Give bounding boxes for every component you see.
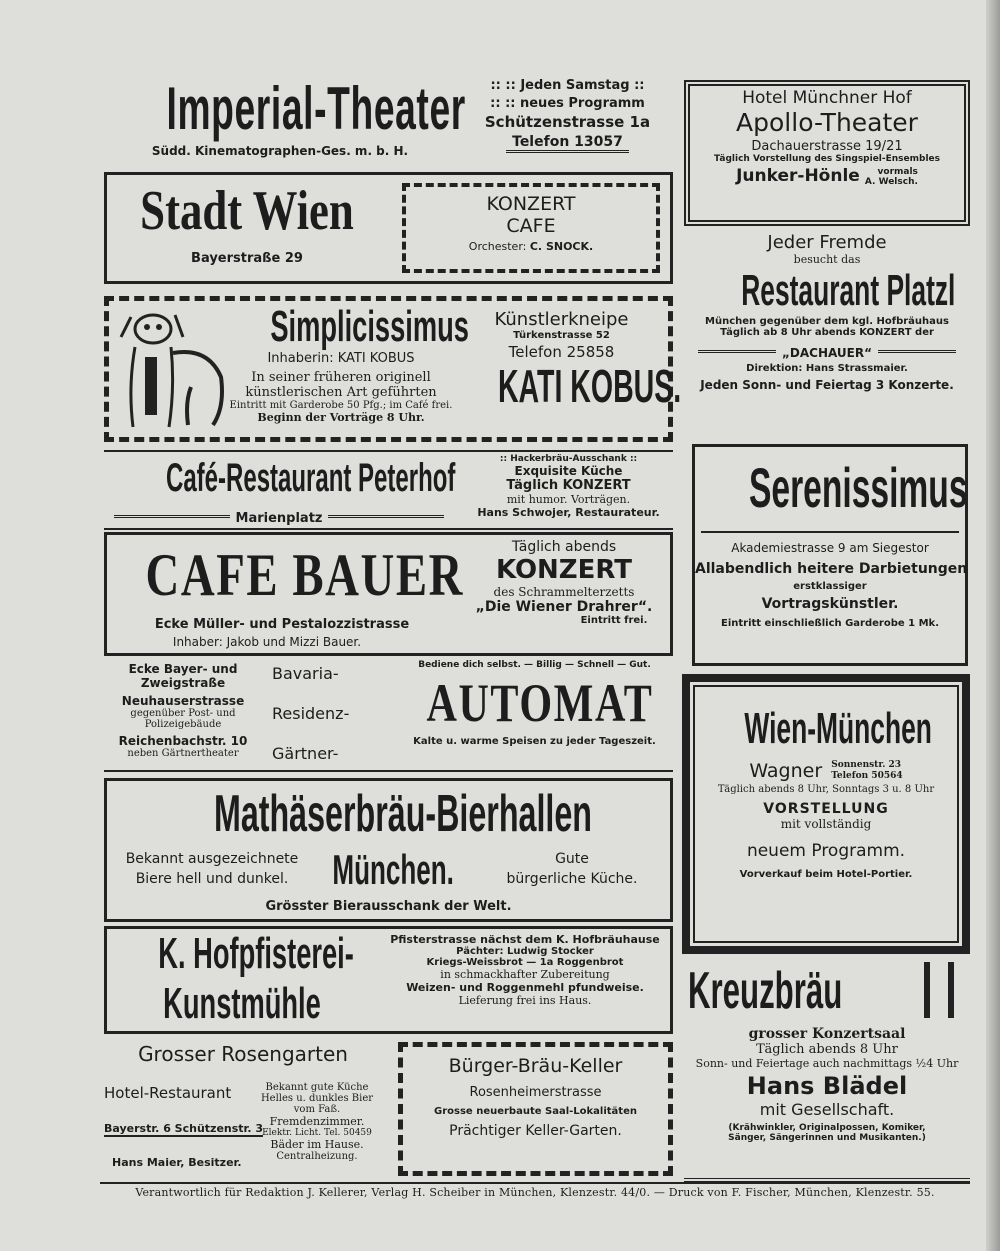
mathaeser-r1: Gute bbox=[555, 851, 589, 867]
buergerbraeu-l2: Grosse neuerbaute Saal-Lokalitäten bbox=[434, 1106, 637, 1117]
automat-a3: Bavaria- bbox=[272, 664, 339, 683]
simplicissimus-street: Türkenstrasse 52 bbox=[513, 330, 610, 341]
simplicissimus-ad bbox=[104, 296, 682, 442]
kreuzbraeu-ad bbox=[684, 960, 970, 1182]
rosengarten-ad bbox=[104, 1040, 382, 1175]
stadt-wien-title: Stadt Wien bbox=[140, 180, 354, 242]
wien-muenchen-l1: Täglich abends 8 Uhr, Sonntags 3 u. 8 Uhr bbox=[717, 784, 935, 795]
kreuzbraeu-l7: Sänger, Sängerinnen und Musikanten.) bbox=[728, 1133, 926, 1143]
apollo-l2: Apollo-Theater bbox=[736, 108, 918, 137]
platzl-title: Restaurant Platzl bbox=[741, 266, 956, 315]
simplicissimus-title: Simplicissimus bbox=[270, 302, 469, 351]
cafe-bauer-line-4: „Die Wiener Drahrer“. bbox=[475, 599, 653, 615]
cafe-bauer-ad bbox=[104, 532, 673, 656]
cafe-bauer-line-1: Täglich abends bbox=[511, 539, 617, 555]
serenissimus-title: Serenissimus bbox=[749, 456, 968, 519]
platzl-l7: Jeden Sonn- und Feiertag 3 Konzerte. bbox=[700, 378, 954, 392]
wien-muenchen-l5: Vorverkauf beim Hotel-Portier. bbox=[739, 869, 913, 880]
peterhof-line-4: mit humor. Vorträgen. bbox=[506, 493, 631, 506]
rosengarten-r6: Bäder im Hause. bbox=[270, 1138, 364, 1151]
hofpfisterei-title-2: Kunstmühle bbox=[163, 979, 321, 1028]
rosengarten-r5: Elektr. Licht. Tel. 50459 bbox=[262, 1128, 372, 1138]
peterhof-place: Marienplatz bbox=[230, 511, 329, 526]
kreuzbraeu-l4: Hans Blädel bbox=[746, 1072, 908, 1100]
rosengarten-r7: Centralheizung. bbox=[276, 1151, 358, 1162]
simplicissimus-line-3: Eintritt mit Garderobe 50 Pfg.; im Café frei. bbox=[229, 400, 453, 411]
page-edge-shadow bbox=[986, 0, 1000, 1251]
rosengarten-r4: Fremdenzimmer. bbox=[269, 1115, 365, 1128]
apollo-l4: Täglich Vorstellung des Singspiel-Ensembles bbox=[713, 154, 941, 164]
hofpfisterei-r6: Lieferung frei ins Haus. bbox=[458, 994, 592, 1007]
serenissimus-l1: Akademiestrasse 9 am Siegestor bbox=[731, 541, 929, 555]
stadt-wien-cafe: CAFE bbox=[506, 215, 556, 237]
mathaeser-bottom: Grösster Bierausschank der Welt. bbox=[265, 899, 512, 914]
kreuzbraeu-l5: mit Gesellschaft. bbox=[759, 1100, 895, 1119]
imperial-line-2: :: :: neues Programm bbox=[490, 96, 645, 111]
stadt-wien-ad bbox=[104, 172, 673, 284]
apollo-l5: Junker-Hönle bbox=[736, 166, 860, 186]
cafe-bauer-konzert: KONZERT bbox=[495, 555, 633, 585]
kreuzbraeu-l1: grosser Konzertsaal bbox=[748, 1026, 906, 1042]
rosengarten-r2: Helles u. dunkles Bier bbox=[260, 1093, 374, 1104]
kreuzbraeu-l6: (Krähwinkler, Originalpossen, Komiker, bbox=[728, 1123, 926, 1133]
automat-c3: Gärtner- bbox=[272, 744, 339, 763]
platzl-l4: Täglich ab 8 Uhr abends KONZERT der bbox=[720, 327, 934, 338]
serenissimus-l4: Vortragskünstler. bbox=[761, 596, 899, 612]
hofpfisterei-r1: Pfisterstrasse nächst dem K. Hofbräuhause bbox=[390, 933, 660, 946]
simplicissimus-kati-kobus: KATI KOBUS. bbox=[497, 360, 682, 412]
bulldog-champagne-icon bbox=[113, 307, 233, 435]
mathaeser-center: München. bbox=[332, 846, 454, 893]
platzl-l5: „DACHAUER“ bbox=[776, 346, 878, 360]
serenissimus-l2: Allabendlich heitere Darbietungen bbox=[695, 561, 968, 577]
peterhof-title: Café-Restaurant Peterhof bbox=[166, 456, 456, 500]
wien-muenchen-l3: mit vollständig bbox=[780, 817, 872, 831]
rosengarten-title: Grosser Rosengarten bbox=[138, 1042, 348, 1066]
stadt-wien-konzert: KONZERT bbox=[486, 193, 576, 215]
mathaeser-r2: bürgerliche Küche. bbox=[506, 871, 638, 887]
stadt-wien-konzert-box bbox=[402, 183, 660, 273]
simplicissimus-kneipe: Künstlerkneipe bbox=[494, 309, 629, 330]
automat-b1: Neuhauserstrasse bbox=[121, 694, 245, 708]
automat-ad bbox=[104, 660, 673, 772]
simplicissimus-line-4: Beginn der Vorträge 8 Uhr. bbox=[257, 411, 425, 424]
imperial-line-1: :: :: Jeden Samstag :: bbox=[490, 78, 645, 93]
platzl-l6: Direktion: Hans Strassmaier. bbox=[746, 363, 908, 374]
cafe-bauer-owner: Inhaber: Jakob und Mizzi Bauer. bbox=[172, 635, 362, 649]
simplicissimus-phone: Telefon 25858 bbox=[508, 343, 615, 361]
automat-bottom: Kalte u. warme Speisen zu jeder Tageszeit. bbox=[413, 736, 656, 747]
automat-c1: Reichenbachstr. 10 bbox=[118, 734, 248, 748]
mathaeser-l2: Biere hell und dunkel. bbox=[135, 871, 289, 887]
wien-muenchen-l4: neuem Programm. bbox=[746, 841, 906, 861]
hofpfisterei-ad bbox=[104, 926, 673, 1034]
kreuzbraeu-l3: Sonn- und Feiertage auch nachmittags ½4 Uhr bbox=[695, 1057, 959, 1070]
automat-c2: neben Gärtnertheater bbox=[127, 748, 239, 759]
imprint-footer: Verantwortlich für Redaktion J. Kellerer, Verlag H. Scheiber in München, Klenzestr. 44/0. — Druck von F. Fischer, München, Klenzestr. 55. bbox=[135, 1186, 935, 1199]
hofpfisterei-r3: Kriegs-Weissbrot — 1a Roggenbrot bbox=[426, 957, 624, 968]
peterhof-ad bbox=[104, 450, 673, 530]
apollo-theater-ad bbox=[684, 80, 970, 226]
wien-muenchen-title: Wien-München bbox=[744, 704, 932, 753]
cafe-bauer-line-3: des Schrammelterzetts bbox=[493, 585, 635, 599]
wien-muenchen-a1: Sonnenstr. 23 bbox=[831, 760, 902, 770]
cafe-bauer-street: Ecke Müller- und Pestalozzistrasse bbox=[154, 617, 410, 632]
imperial-line-3: Schützenstrasse 1a bbox=[484, 113, 651, 131]
peterhof-line-5: Hans Schwojer, Restaurateur. bbox=[477, 506, 660, 519]
mathaeser-title: Mathäserbräu-Bierhallen bbox=[213, 785, 593, 843]
automat-a1: Ecke Bayer- und bbox=[128, 662, 238, 676]
automat-b2: gegenüber Post- und bbox=[130, 708, 236, 719]
kreuzbraeu-title: Kreuzbräu bbox=[688, 962, 843, 1020]
footer-rule bbox=[100, 1182, 970, 1184]
automat-title: AUTOMAT bbox=[426, 673, 654, 733]
cafe-bauer-title: CAFE BAUER bbox=[145, 542, 465, 608]
hofpfisterei-r5: Weizen- und Roggenmehl pfundweise. bbox=[406, 981, 644, 994]
peterhof-line-1: :: Hackerbräu-Ausschank :: bbox=[499, 454, 638, 464]
platzl-l1: Jeder Fremde bbox=[767, 232, 887, 253]
imperial-title: Imperial-Theater bbox=[166, 75, 466, 142]
peterhof-line-2: Exquisite Küche bbox=[514, 464, 623, 478]
buergerbraeu-l3: Prächtiger Keller-Garten. bbox=[449, 1123, 622, 1139]
serenissimus-l5: Eintritt einschließlich Garderobe 1 Mk. bbox=[721, 618, 939, 629]
apollo-l6: vormals bbox=[877, 166, 918, 177]
rosengarten-owner: Hans Maier, Besitzer. bbox=[112, 1156, 242, 1169]
platzl-l3: München gegenüber dem kgl. Hofbräuhaus bbox=[705, 316, 949, 327]
peterhof-line-3: Täglich KONZERT bbox=[506, 478, 631, 493]
buergerbraeu-title: Bürger-Bräu-Keller bbox=[448, 1055, 623, 1077]
platzl-ad bbox=[684, 232, 970, 432]
automat-top: Bediene dich selbst. — Billig — Schnell — Gut. bbox=[418, 660, 651, 670]
rosengarten-r1: Bekannt gute Küche bbox=[265, 1082, 369, 1093]
wien-muenchen-a2: Telefon 50564 bbox=[831, 771, 903, 781]
automat-b3: Polizeigebäude bbox=[144, 719, 222, 730]
stadt-wien-orch-name: C. SNOCK. bbox=[529, 240, 594, 253]
mathaeser-l1: Bekannt ausgezeichnete bbox=[125, 851, 299, 867]
serenissimus-l3: erstklassiger bbox=[793, 581, 867, 592]
hofpfisterei-r2: Pächter: Ludwig Stocker bbox=[456, 946, 594, 957]
wien-muenchen-l2: VORSTELLUNG bbox=[763, 801, 889, 817]
buergerbraeu-l1: Rosenheimerstrasse bbox=[469, 1085, 602, 1100]
kreuzbraeu-l2: Täglich abends 8 Uhr bbox=[756, 1042, 898, 1057]
cafe-bauer-line-5: Eintritt frei. bbox=[580, 615, 648, 626]
rosengarten-r3: vom Faß. bbox=[293, 1104, 341, 1115]
wien-muenchen-ad bbox=[682, 674, 970, 954]
buergerbraeu-ad bbox=[398, 1042, 673, 1176]
automat-b4: Residenz- bbox=[272, 704, 350, 723]
platzl-l2: besucht das bbox=[793, 253, 861, 266]
serenissimus-ad bbox=[692, 444, 968, 666]
apollo-l3: Dachauerstrasse 19/21 bbox=[751, 139, 903, 154]
hofpfisterei-title-1: K. Hofpfisterei- bbox=[158, 929, 354, 978]
imperial-subtitle: Südd. Kinematographen-Ges. m. b. H. bbox=[151, 144, 409, 158]
stadt-wien-street: Bayerstraße 29 bbox=[191, 251, 303, 266]
imperial-line-4: Telefon 13057 bbox=[506, 134, 629, 153]
apollo-l1: Hotel Münchner Hof bbox=[742, 88, 912, 108]
wien-muenchen-name: Wagner bbox=[749, 760, 823, 782]
simplicissimus-owner: Inhaberin: KATI KOBUS bbox=[267, 351, 415, 366]
rosengarten-subtitle: Hotel-Restaurant bbox=[104, 1084, 232, 1102]
stadt-wien-orch-label: Orchester: bbox=[468, 240, 527, 253]
apollo-l7: A. Welsch. bbox=[864, 176, 918, 187]
simplicissimus-line-2: künstlerischen Art geführten bbox=[245, 385, 437, 400]
simplicissimus-line-1: In seiner früheren originell bbox=[251, 370, 431, 385]
rosengarten-address: Bayerstr. 6 Schützenstr. 3 bbox=[104, 1122, 264, 1135]
hofpfisterei-r4: in schmackhafter Zubereitung bbox=[440, 968, 610, 981]
kreuzbraeu-ornament bbox=[924, 962, 954, 1018]
automat-a2: Zweigstraße bbox=[140, 676, 226, 690]
imperial-theater-ad bbox=[100, 76, 675, 168]
mathaeser-ad bbox=[104, 778, 673, 922]
